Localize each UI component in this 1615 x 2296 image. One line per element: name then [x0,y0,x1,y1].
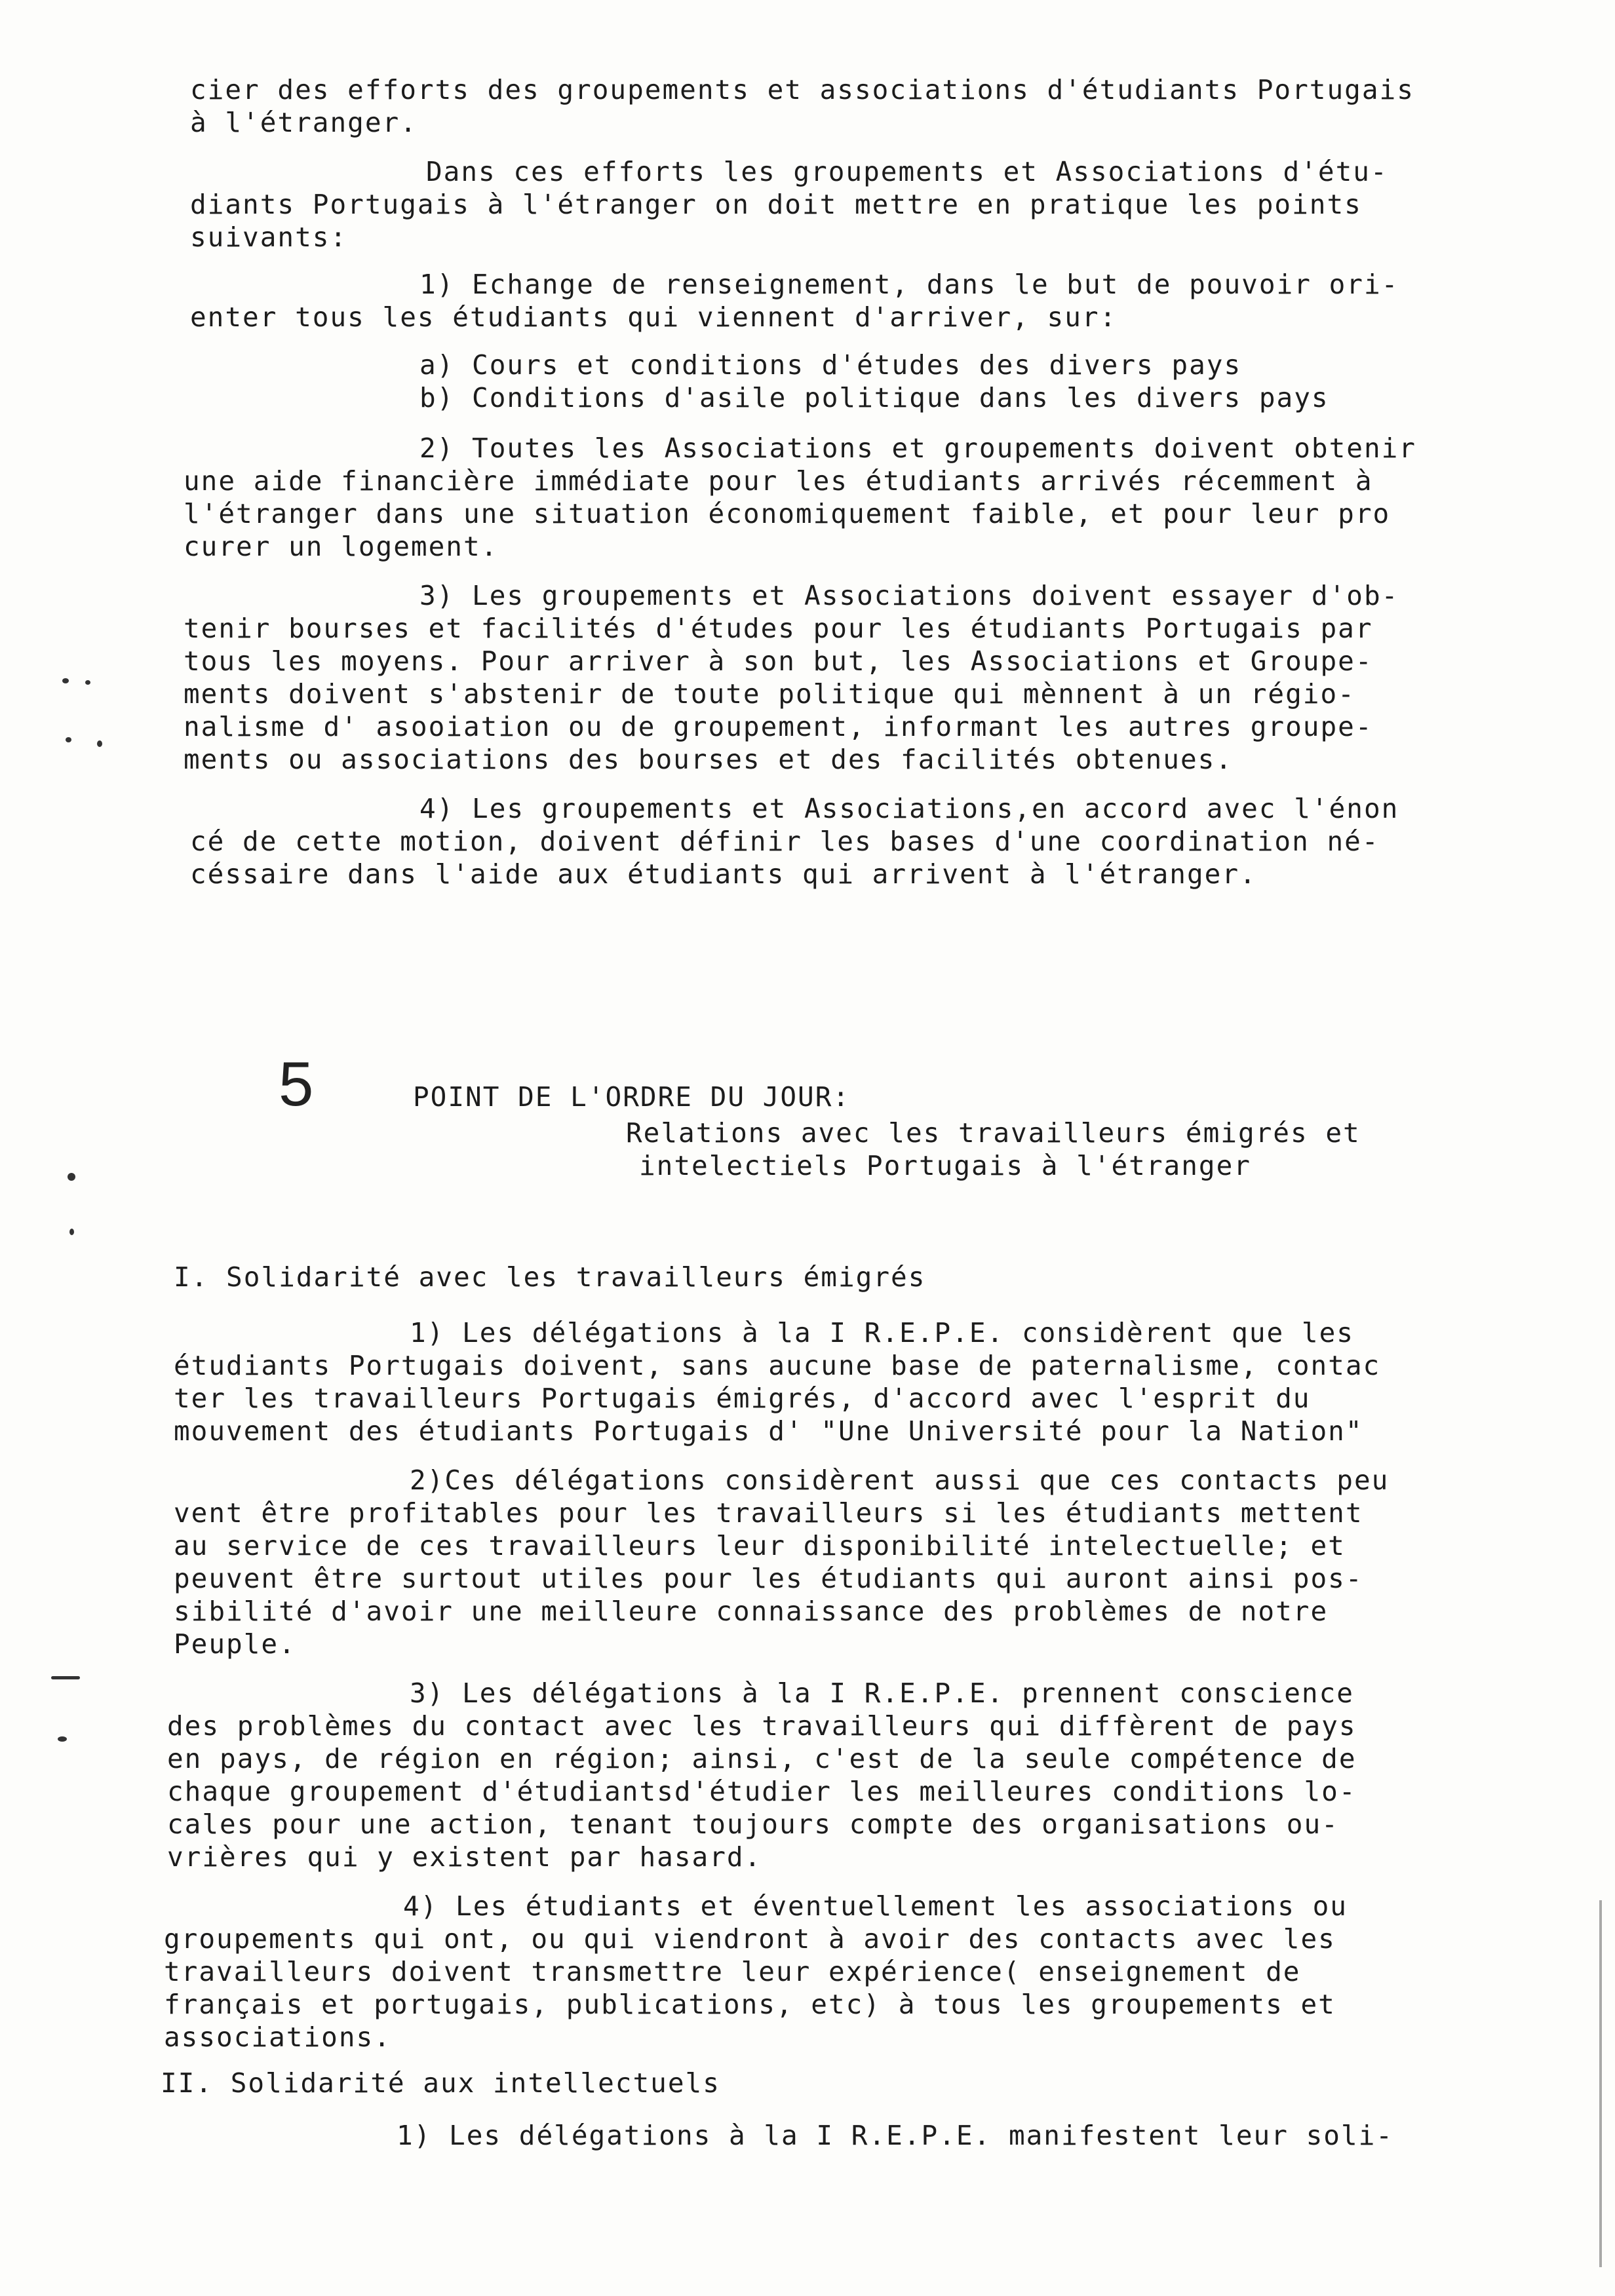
text-line: curer un logement. [184,531,499,562]
text-line: à l'étranger. [190,107,418,138]
text-line: groupements qui ont, ou qui viendront à avoir des contacts avec les [164,1923,1336,1955]
text-line: 3) Les délégations à la I R.E.P.E. prennent conscience [410,1677,1354,1709]
text-line: 2)Ces délégations considèrent aussi que ces contacts peu [410,1464,1390,1496]
scan-speck [58,1736,67,1742]
text-line: en pays, de région en région; ainsi, c'est de la seule compétence de [167,1743,1357,1774]
text-line: suivants: [190,221,348,253]
text-line: 1) Les délégations à la I R.E.P.E. considèrent que les [410,1317,1354,1349]
text-line: des problèmes du contact avec les travailleurs qui diffèrent de pays [167,1710,1357,1742]
text-line: l'étranger dans une situation économiquement faible, et pour leur pro [184,498,1391,529]
text-line: enter tous les étudiants qui viennent d'arriver, sur: [190,301,1118,333]
text-line: tous les moyens. Pour arriver à son but, les Associations et Groupe- [184,645,1373,677]
text-line: ter les travailleurs Portugais émigrés, d'accord avec l'esprit du [174,1383,1311,1414]
text-line: sibilité d'avoir une meilleure connaissance des problèmes de notre [174,1596,1329,1627]
text-line: 2) Toutes les Associations et groupements doivent obtenir [419,432,1416,464]
text-line: Dans ces efforts les groupements et Associations d'étu- [426,156,1388,187]
text-line: une aide financière immédiate pour les étudiants arrivés récemment à [184,465,1373,497]
scan-speck [62,678,69,683]
text-line: peuvent être surtout utiles pour les étudiants qui auront ainsi pos- [174,1563,1363,1594]
scan-speck [66,737,71,742]
text-line: Peuple. [174,1628,296,1660]
text-line: a) Cours et conditions d'études des divers pays [419,349,1242,381]
text-line: b) Conditions d'asile politique dans les divers pays [419,382,1329,413]
heading-solidarity-workers: I. Solidarité avec les travailleurs émigrés [174,1261,926,1293]
text-line: étudiants Portugais doivent, sans aucune base de paternalisme, contac [174,1350,1381,1381]
text-line: 3) Les groupements et Associations doivent essayer d'ob- [419,580,1399,611]
section-subtitle: Relations avec les travailleurs émigrés et [626,1117,1361,1149]
text-line: cier des efforts des groupements et associations d'étudiants Portugais [190,74,1414,105]
text-line: nalisme d' asooiation ou de groupement, informant les autres groupe- [184,711,1373,742]
section-number: 5 [279,1049,314,1119]
text-line: cé de cette motion, doivent définir les bases d'une coordination né- [190,826,1380,857]
text-line: céssaire dans l'aide aux étudiants qui arrivent à l'étranger. [190,858,1257,890]
scan-speck [51,1676,80,1679]
section-label: POINT DE L'ORDRE DU JOUR: [413,1081,851,1113]
text-line: ments doivent s'abstenir de toute politique qui mènnent à un régio- [184,678,1355,710]
scan-speck [85,680,90,685]
text-line: vent être profitables pour les travailleurs si les étudiants mettent [174,1497,1363,1529]
text-line: français et portugais, publications, etc) à tous les groupements et [164,1989,1336,2020]
scan-speck [97,740,102,747]
text-line: associations. [164,2021,391,2053]
text-line: 4) Les groupements et Associations,en accord avec l'énon [419,793,1399,824]
text-line: tenir bourses et facilités d'études pour les étudiants Portugais par [184,613,1373,644]
text-line: au service de ces travailleurs leur disponibilité intelectuelle; et [174,1530,1346,1561]
text-line: ments ou associations des bourses et des facilités obtenues. [184,744,1234,775]
text-line: 1) Echange de renseignement, dans le but de pouvoir ori- [419,269,1399,300]
heading-solidarity-intellectuals: II. Solidarité aux intellectuels [161,2067,720,2099]
text-line: diants Portugais à l'étranger on doit mettre en pratique les points [190,189,1362,220]
text-line: 1) Les délégations à la I R.E.P.E. manifestent leur soli- [397,2120,1393,2151]
text-line: cales pour une action, tenant toujours compte des organisations ou- [167,1808,1339,1840]
scan-speck [68,1173,75,1181]
page-edge [1599,1900,1602,2267]
scan-speck [69,1229,74,1235]
text-line: 4) Les étudiants et éventuellement les associations ou [403,1890,1348,1922]
text-line: chaque groupement d'étudiantsd'étudier les meilleures conditions lo- [167,1776,1357,1807]
text-line: travailleurs doivent transmettre leur expérience( enseignement de [164,1956,1301,1987]
section-subtitle: intelectiels Portugais à l'étranger [639,1150,1251,1181]
text-line: mouvement des étudiants Portugais d' "Une Université pour la Nation" [174,1415,1363,1447]
text-line: vrières qui y existent par hasard. [167,1841,762,1873]
